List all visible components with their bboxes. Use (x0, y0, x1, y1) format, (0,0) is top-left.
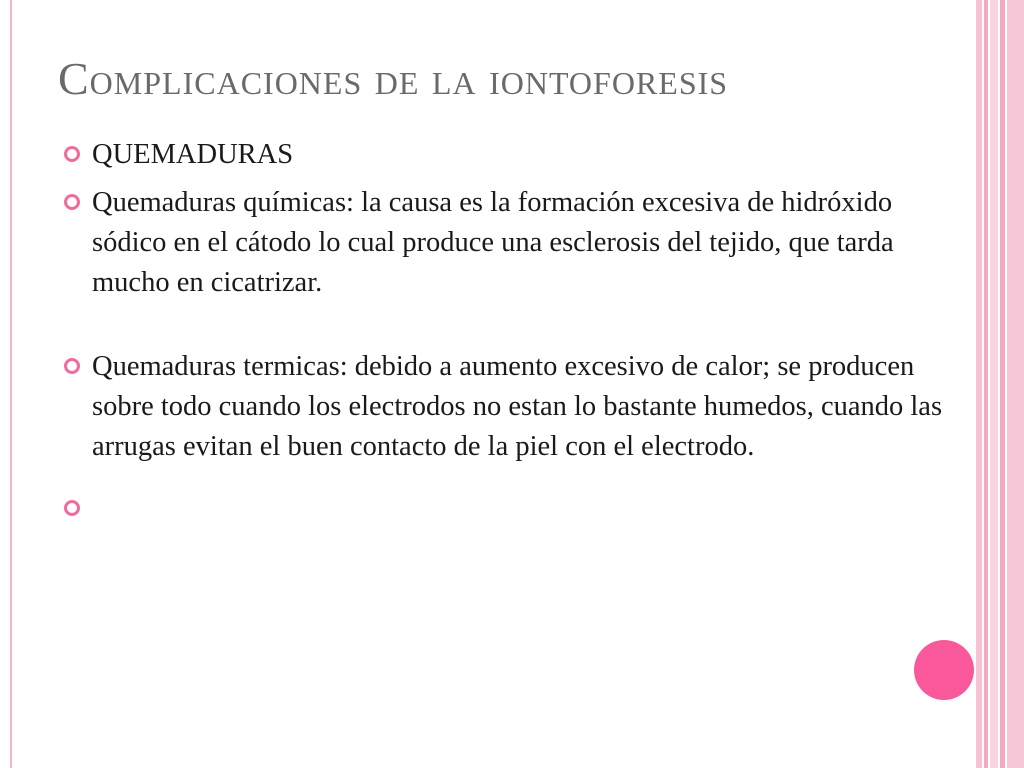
ring-bullet-icon (64, 146, 80, 162)
bullet-text: QUEMADURAS (92, 139, 294, 170)
bullet-text: Quemaduras termicas: debido a aumento excesivo de calor; se producen sobre todo cuando los electrodos no estan lo bastante humedos, cuando las arrugas evitan el buen contacto de la piel con el electrodo. (92, 351, 943, 462)
left-border-line (10, 0, 12, 768)
ring-bullet-icon (64, 194, 80, 210)
right-stripe (1007, 0, 1024, 768)
right-stripe (1000, 0, 1005, 768)
slide-title: Complicaciones de la iontoforesis (58, 53, 729, 104)
bullet-text: Quemaduras químicas: la causa es la formación excesiva de hidróxido sódico en el cátodo lo cual produce una esclerosis del tejido, que tarda mucho en cicatrizar. (92, 187, 894, 298)
bullet-list (64, 135, 944, 529)
decorative-pink-circle (914, 640, 974, 700)
bullet-item (64, 347, 944, 467)
bullet-item (64, 135, 944, 175)
right-stripe (984, 0, 988, 768)
bullet-item (64, 489, 944, 529)
right-stripe (976, 0, 982, 768)
bullet-item (64, 183, 944, 303)
ring-bullet-icon (64, 358, 80, 374)
right-stripe (990, 0, 998, 768)
ring-bullet-icon (64, 500, 80, 516)
